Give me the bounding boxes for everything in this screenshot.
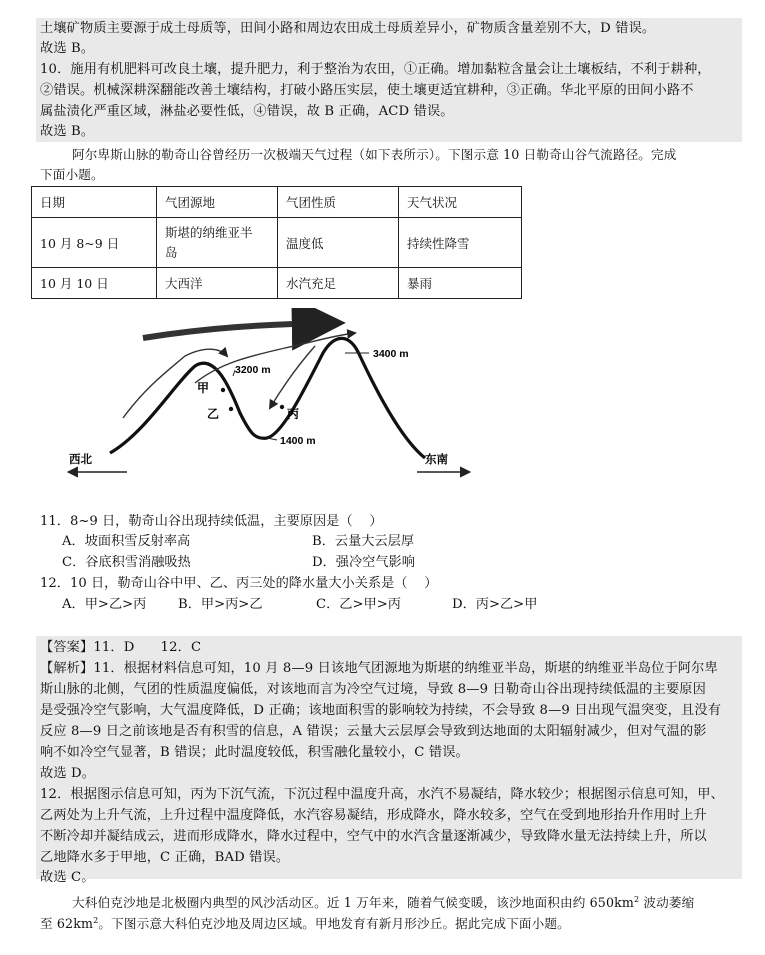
question-11: 11．8~9 日，勒奇山谷出现持续低温，主要原因是（ ） xyxy=(40,514,383,529)
table-header: 气团源地 xyxy=(157,187,278,218)
text-line: ②错误。机械深耕深翻能改善土壤结构，打破小路压实层，使土壤更适宜耕种，③正确。华北平原的田间小路不 xyxy=(40,83,694,98)
analysis-line: 乙两处为上升气流，上升过程中温度降低，水汽容易凝结，形成降水，降水较多，空气在受到地形抬升作用时上升 xyxy=(40,808,707,823)
option-11-b: B．云量大云层厚 xyxy=(312,534,415,549)
table-cell: 暴雨 xyxy=(399,268,522,299)
analysis-line: 反应 8—9 日之前该地是否有积雪的信息，A 错误；云量大云层厚会导致到达地面的太阳辐射减少，但对气温的影 xyxy=(40,724,707,739)
intro-line: 阿尔卑斯山脉的勒奇山谷曾经历一次极端天气过程（如下表所示）。下图示意 10 日勒奇山谷气流路径。完成 xyxy=(72,147,677,162)
next-intro-line: 大科伯克沙地是北极圈内典型的风沙活动区。近 1 万年来，随着气候变暖，该沙地面积由约 $650km^2$ 波动萎缩 xyxy=(72,895,695,911)
text-line: 故选 B。 xyxy=(40,41,95,56)
weather-table xyxy=(31,186,522,299)
option-11-d: D．强冷空气影响 xyxy=(312,555,415,570)
option-12-a: A．甲>乙>丙 xyxy=(62,597,147,612)
table-cell: 大西洋 xyxy=(157,268,278,299)
point-label-jia: 甲 xyxy=(197,381,210,395)
table-cell: 10 月 8~9 日 xyxy=(32,218,157,268)
analysis-line: 故选 C。 xyxy=(40,870,95,885)
text-line: 故选 B。 xyxy=(40,124,95,139)
analysis-line: 乙地降水多于甲地，C 正确，BAD 错误。 xyxy=(40,850,290,865)
option-12-b: B．甲>丙>乙 xyxy=(178,597,263,612)
option-11-c: C．谷底积雪消融吸热 xyxy=(62,555,191,570)
table-header: 气团性质 xyxy=(278,187,399,218)
elevation-label-3200: 3200 m xyxy=(235,364,271,376)
table-cell: 10 月 10 日 xyxy=(32,268,157,299)
point-jia xyxy=(221,388,225,392)
point-yi xyxy=(229,407,233,411)
direction-label-northwest: 西北 xyxy=(69,452,92,466)
intro-line: 下面小题。 xyxy=(40,167,104,182)
elevation-label-1400: 1400 m xyxy=(280,435,316,447)
option-12-c: C．乙>甲>丙 xyxy=(316,597,401,612)
analysis-line: 斯山脉的北侧，气团的性质温度偏低，对该地而言为冷空气过境，导致 8—9 日勒奇山谷出现持续低温的主要原因 xyxy=(40,682,706,697)
option-11-a: A．坡面积雪反射率高 xyxy=(62,534,191,549)
analysis-line: 不断冷却并凝结成云，进而形成降水，降水过程中，空气中的水汽含量逐渐减少，导致降水量无法持续上升，所以 xyxy=(40,829,707,844)
analysis-line: 12．根据图示信息可知，丙为下沉气流，下沉过程中温度升高，水汽不易凝结，降水较少；根据图示信息可知，甲、 xyxy=(40,787,724,802)
table-header: 日期 xyxy=(32,187,157,218)
valley-circulation-airflow xyxy=(195,333,355,383)
analysis-line: 故选 D。 xyxy=(40,766,96,781)
upper-airflow-arrow xyxy=(143,323,335,338)
answer-line: 【答案】11．D 12．C xyxy=(40,640,202,655)
next-intro-line: 至 $62km^2$。下图示意大科伯克沙地及周边区域。甲地发育有新月形沙丘。据此完成下面小题。 xyxy=(40,916,570,932)
table-header: 天气状况 xyxy=(399,187,522,218)
question-12: 12．10 日，勒奇山谷中甲、乙、丙三处的降水量大小关系是（ ） xyxy=(40,576,438,591)
analysis-line: 是受强冷空气影响，大气温度降低，D 正确；该地面积雪的影响较为持续，不会导致 8—9 日出现气温突变，且没有 xyxy=(40,703,722,718)
point-label-yi: 乙 xyxy=(207,407,220,421)
table-cell: 斯堪的纳维亚半 岛 xyxy=(157,218,278,268)
text-line: 属盐渍化严重区域，淋盐必要性低，④错误，故 B 正确，ACD 错误。 xyxy=(40,104,454,119)
text-line: 10．施用有机肥料可改良土壤，提升肥力，利于整治为农田，①正确。增加黏粒含量会让土壤板结，不利于耕种， xyxy=(40,62,711,77)
point-label-bing: 丙 xyxy=(287,407,300,421)
direction-label-southeast: 东南 xyxy=(425,452,448,466)
analysis-line: 响不如冷空气显著，B 错误；此时温度较低，积雪融化量较小，C 错误。 xyxy=(40,745,469,760)
table-cell: 温度低 xyxy=(278,218,399,268)
descending-airflow xyxy=(270,346,315,408)
text-line: 土壤矿物质主要源于成土母质等，田间小路和周边农田成土母质差异小，矿物质含量差别不大，D 错误。 xyxy=(40,21,656,36)
point-bing xyxy=(280,405,284,409)
option-12-d: D．丙>乙>甲 xyxy=(452,597,538,612)
elevation-label-3400: 3400 m xyxy=(373,348,409,360)
analysis-line: 【解析】11．根据材料信息可知，10 月 8—9 日该地气团源地为斯堪的纳维亚半岛，斯堪的纳维亚半岛位于阿尔卑 xyxy=(40,661,718,676)
valley-airflow-diagram xyxy=(55,308,475,483)
table-cell: 持续性降雪 xyxy=(399,218,522,268)
table-cell: 水汽充足 xyxy=(278,268,399,299)
